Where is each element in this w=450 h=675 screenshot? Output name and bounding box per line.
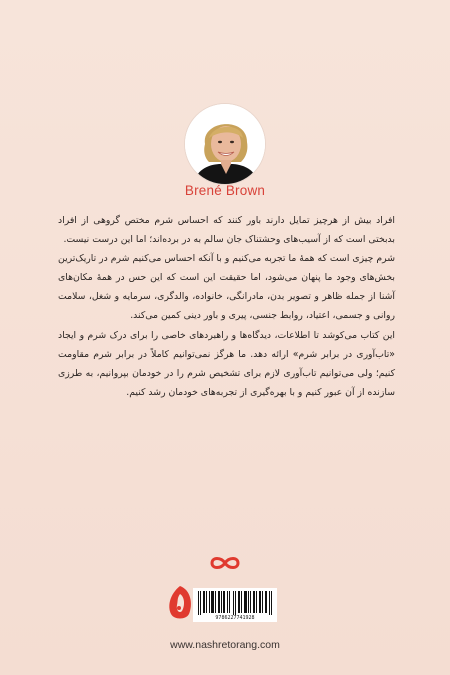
author-name: Brené Brown <box>184 183 266 198</box>
blurb-paragraph-1: افراد بیش از هرچیز تمایل دارند باور کنند که احساس شرم مختص گروهی از افراد بدبختی است که از آسیب‌های وحشتناک جان سالم به در برده‌اند؛ اما این درست نیست. <box>58 215 395 246</box>
blurb <box>58 211 395 402</box>
publisher-website[interactable]: www.nashretorang.com <box>170 639 280 651</box>
barcode <box>193 588 277 622</box>
infinity-logo-icon <box>208 555 242 571</box>
blurb-paragraph-2: شرم چیزی است که همهٔ ما تجربه می‌کنیم و با آنکه احساس می‌کنیم شرم در تاریک‌ترین بخش‌های وجود ما پنهان می‌شود، اما حقیقت این است که این حس در همهٔ مکان‌های آشنا از جمله ظاهر و تصویر بدن، مادرانگی، خانواده، والدگری، سرمایه و شغل، سلامت روانی و جسمی، اعتیاد، روابط جنسی، پیری و باور دینی کمین می‌کند. <box>58 253 395 322</box>
publisher-logo-icon <box>165 584 195 622</box>
barcode-number: 9786227741928 <box>215 615 255 621</box>
author-portrait <box>184 103 266 185</box>
blurb-paragraph-3: این کتاب می‌کوشد تا اطلاعات، دیدگاه‌ها و راهبردهای خاصی را برای درک شرم و ایجاد «تاب‌آوری در برابر شرم» ارائه دهد. ما هرگز نمی‌توانیم کاملاً در برابر شرم مقاومت کنیم؛ ولی می‌توانیم تاب‌آوری لازم برای تشخیص شرم را در خودمان بپروانیم، به طرزی سازنده از آن عبور کنیم و با بهره‌گیری از تجربه‌های خودمان رشد کنیم. <box>58 329 395 398</box>
